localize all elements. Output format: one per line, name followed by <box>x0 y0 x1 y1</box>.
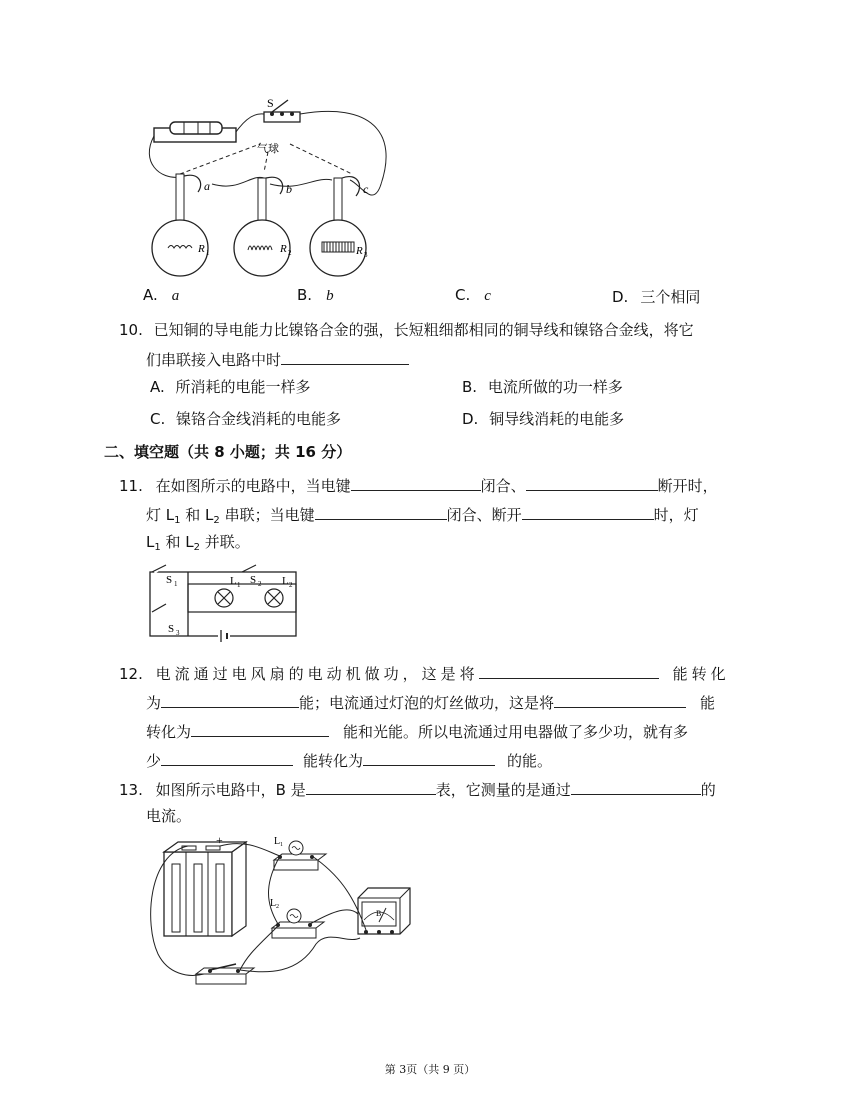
meter-b <box>358 888 410 934</box>
q10-line2: 们串联接入电路中时 <box>146 348 409 370</box>
q11-line3: $L_1$ 和 $L_2$ 并联。 <box>146 533 250 553</box>
q10-line1: 10. 已知铜的导电能力比镍铬合金的强，长短粗细都相同的铜导线和镍铬合金线，将它 <box>119 321 694 339</box>
wire-label-b: b <box>286 182 292 196</box>
q12-blank-1[interactable] <box>479 662 659 679</box>
svg-text:1: 1 <box>174 580 178 588</box>
q12-blank-6[interactable] <box>363 749 495 766</box>
q11-line1: 11. 在如图所示的电路中，当电键 闭合、 断开时， <box>119 474 718 496</box>
svg-text:S: S <box>250 574 257 586</box>
q13-line2: 电流。 <box>146 807 192 825</box>
q12-line4: 少 能转化为 的能。 <box>146 749 552 771</box>
q11-blank-3[interactable] <box>315 503 447 520</box>
q13-circuit-figure <box>148 834 438 998</box>
svg-text:S: S <box>168 623 175 635</box>
q12-blank-2[interactable] <box>161 691 299 708</box>
flask-r3 <box>310 177 368 276</box>
svg-text:2: 2 <box>276 904 279 910</box>
svg-text:2: 2 <box>258 580 262 588</box>
q9-option-d: D. 三个相同 <box>612 288 701 306</box>
svg-text:1: 1 <box>280 842 283 848</box>
svg-text:L: L <box>270 898 277 909</box>
wire-label-a: a <box>204 179 210 193</box>
svg-text:1: 1 <box>237 581 241 589</box>
q10-option-b: B. 电流所做的功一样多 <box>462 378 623 396</box>
flask-r2 <box>234 177 292 276</box>
q12-line2: 为 能；电流通过灯泡的灯丝做功，这是将 能 <box>146 691 715 713</box>
svg-text:+: + <box>216 834 223 847</box>
q12-line3: 转化为 能和光能。所以电流通过用电器做了多少功，就有多 <box>146 720 688 742</box>
svg-text:L: L <box>282 575 289 587</box>
q11-blank-4[interactable] <box>522 503 654 520</box>
knife-switch <box>196 964 254 984</box>
svg-text:L: L <box>230 575 237 587</box>
q11-blank-1[interactable] <box>351 474 481 491</box>
q10-option-a: A. 所消耗的电能一样多 <box>150 378 311 396</box>
svg-text:R: R <box>280 243 287 255</box>
bulb-l1 <box>274 836 326 870</box>
svg-text:2: 2 <box>289 581 293 589</box>
battery-box <box>164 834 246 936</box>
svg-text:1: 1 <box>206 249 210 257</box>
svg-text:L: L <box>274 836 281 847</box>
svg-text:R: R <box>198 243 205 255</box>
q10-option-c: C. 镍铬合金线消耗的电能多 <box>150 410 342 428</box>
svg-text:3: 3 <box>176 629 180 637</box>
page-footer: 第 3页（共 9 页） <box>384 1063 476 1076</box>
q13-line1: 13. 如图所示电路中，B 是 表，它测量的是通过 的 <box>119 778 716 800</box>
q9-option-b: B. b <box>297 286 334 304</box>
q9-option-a: A. a <box>143 286 180 304</box>
svg-text:2: 2 <box>288 249 292 257</box>
svg-text:3: 3 <box>364 251 368 259</box>
svg-text:S: S <box>166 574 173 586</box>
q12-blank-3[interactable] <box>554 691 686 708</box>
q11-number: 11. <box>119 477 143 495</box>
bulb-l2 <box>270 898 324 938</box>
q12-number: 12. <box>119 665 143 683</box>
q10-option-d: D. 铜导线消耗的电能多 <box>462 410 625 428</box>
q13-blank-2[interactable] <box>571 778 701 795</box>
switch-label: S <box>267 96 274 110</box>
q10-blank[interactable] <box>281 348 409 365</box>
q12-blank-4[interactable] <box>191 720 329 737</box>
q11-circuit-figure <box>144 562 304 648</box>
svg-text:R: R <box>356 245 363 257</box>
wire-label-c: c <box>363 182 369 196</box>
q9-option-c: C. c <box>455 286 491 304</box>
q11-blank-2[interactable] <box>526 474 658 491</box>
q11-line2: 灯 $L_1$ 和 $L_2$ 串联；当电键 闭合、断开 时，灯 <box>146 503 699 531</box>
q10-number: 10. <box>119 321 143 339</box>
svg-text:B: B <box>376 909 382 918</box>
q13-number: 13. <box>119 781 143 799</box>
q12-line1: 12. 电流通过电风扇的电动机做功，这是将 能转化 <box>119 662 730 684</box>
flask-r1 <box>152 174 210 276</box>
q9-circuit-figure <box>140 92 400 282</box>
q13-blank-1[interactable] <box>306 778 436 795</box>
section-title: 二、填空题（共 8 小题；共 16 分） <box>104 443 352 461</box>
balloon-label: 气球 <box>257 143 279 155</box>
q12-blank-5[interactable] <box>161 749 293 766</box>
